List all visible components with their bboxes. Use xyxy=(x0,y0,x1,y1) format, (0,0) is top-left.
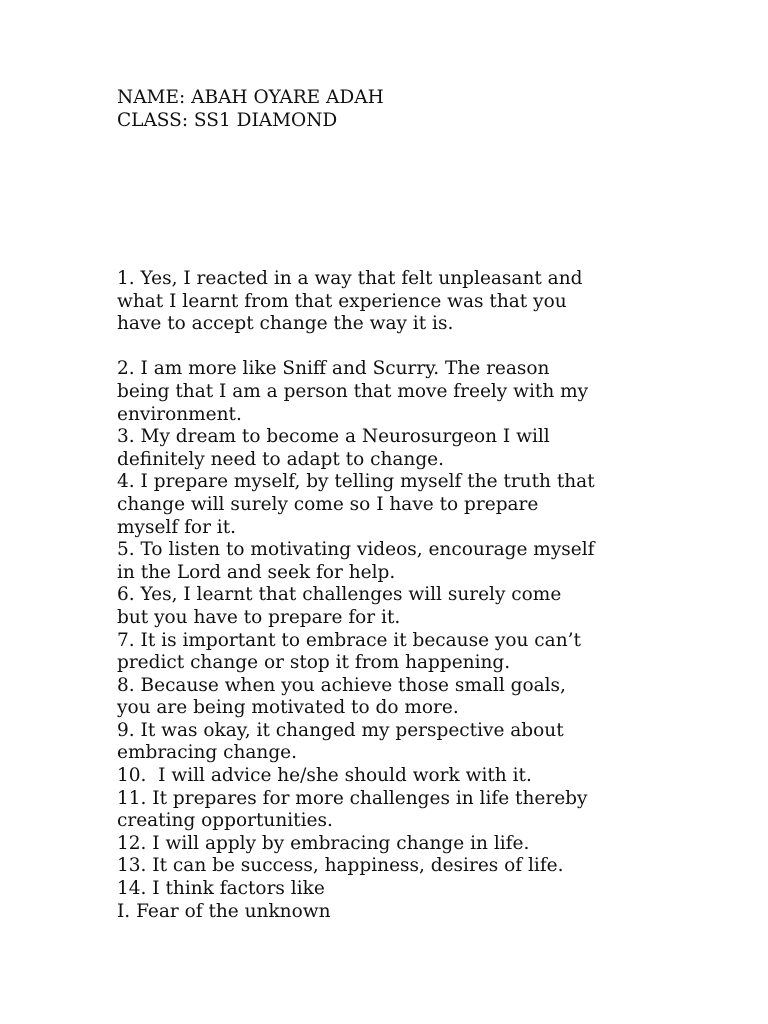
answer-2 xyxy=(117,358,757,426)
answer-line: have to accept change the way it is. xyxy=(117,313,454,335)
answer-7 xyxy=(117,630,757,675)
answer-line: embracing change. xyxy=(117,742,298,764)
answer-11 xyxy=(117,788,757,833)
student-header xyxy=(117,87,737,132)
answer-line: but you have to prepare for it. xyxy=(117,606,401,628)
answer-line: 10. I will advice he/she should work with it. xyxy=(117,765,532,787)
answer-line: 6. Yes, I learnt that challenges will surely come xyxy=(117,584,562,606)
answer-line: 2. I am more like Sniff and Scurry. The reason xyxy=(117,358,550,380)
student-name-line: NAME: ABAH OYARE ADAH xyxy=(117,87,384,108)
answer-line: 8. Because when you achieve those small goals, xyxy=(117,674,566,696)
answer-line: 11. It prepares for more challenges in life thereby xyxy=(117,787,588,809)
answer-1 xyxy=(117,268,757,336)
answer-8 xyxy=(117,675,757,720)
answer-line: 9. It was okay, it changed my perspective about xyxy=(117,719,564,741)
answer-line: 5. To listen to motivating videos, encourage myself xyxy=(117,539,595,561)
answer-line: creating opportunities. xyxy=(117,810,333,832)
answers-section xyxy=(117,268,757,923)
student-class-line: CLASS: SS1 DIAMOND xyxy=(117,109,338,131)
answer-line: 3. My dream to become a Neurosurgeon I will xyxy=(117,426,550,448)
answer-line: definitely need to adapt to change. xyxy=(117,448,444,470)
answer-10 xyxy=(117,765,757,788)
answer-line: I. Fear of the unknown xyxy=(117,900,331,922)
answer-3 xyxy=(117,426,757,471)
answer-line: 1. Yes, I reacted in a way that felt unpleasant and xyxy=(117,268,583,289)
answer-line: 7. It is important to embrace it because you can’t xyxy=(117,629,581,651)
answer-line: environment. xyxy=(117,403,242,425)
answer-line: 4. I prepare myself, by telling myself the truth that xyxy=(117,471,595,493)
answer-12 xyxy=(117,833,757,856)
answer-line: 14. I think factors like xyxy=(117,878,325,900)
answer-line: myself for it. xyxy=(117,516,237,538)
answer-14 xyxy=(117,878,757,923)
answer-line: what I learnt from that experience was that you xyxy=(117,290,567,312)
answer-line: 13. It can be success, happiness, desires of life. xyxy=(117,855,564,877)
answer-line: predict change or stop it from happening. xyxy=(117,652,511,674)
answer-line: 12. I will apply by embracing change in life. xyxy=(117,832,530,854)
answer-line: change will surely come so I have to prepare xyxy=(117,493,539,515)
answer-9 xyxy=(117,720,757,765)
answer-line: being that I am a person that move freely with my xyxy=(117,380,589,402)
answer-line: you are being motivated to do more. xyxy=(117,697,459,719)
answer-6 xyxy=(117,584,757,629)
answer-13 xyxy=(117,855,757,878)
answer-4 xyxy=(117,471,757,539)
answer-5 xyxy=(117,539,757,584)
answer-line: in the Lord and seek for help. xyxy=(117,561,396,583)
